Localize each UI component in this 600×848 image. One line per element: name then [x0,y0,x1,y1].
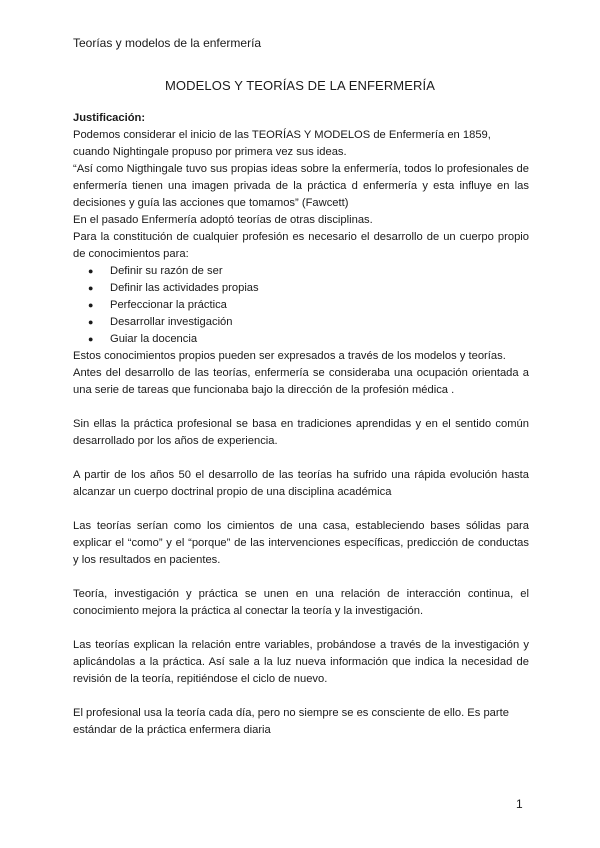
paragraph-constitution: Para la constitución de cualquier profesión es necesario el desarrollo de un cuerpo propio de conocimientos para: [73,231,529,260]
bullet-list [73,263,529,348]
paragraph: El profesional usa la teoría cada día, pero no siempre se es consciente de ello. Es parte estándar de la práctica enfermera diaria [73,707,509,736]
list-item: ● Definir las actividades propias [73,280,529,297]
paragraph-knowledge: Estos conocimientos propios pueden ser expresados a través de los modelos y teorías. [73,350,506,362]
running-header: Teorías y modelos de la enfermería [73,36,262,50]
bullet-icon: ● [88,300,94,310]
bullet-icon: ● [88,317,94,327]
paragraph-before: Antes del desarrollo de las teorías, enfermería se consideraba una ocupación orientada a una serie de tareas que funcionaba bajo la dirección de la profesión médica . [73,367,529,396]
list-item: ● Definir su razón de ser [73,263,529,280]
paragraph: Las teorías serían como los cimientos de una casa, estableciendo bases sólidas para explicar el “como” y el “porque” de las intervenciones específicas, predicción de conductas y los resultados en pacientes. [73,520,529,566]
paragraph: Sin ellas la práctica profesional se basa en tradiciones aprendidas y en el sentido común desarrollado por los años de experiencia. [73,418,529,447]
bullet-icon: ● [88,283,94,293]
paragraph: Teoría, investigación y práctica se unen en una relación de interacción continua, el conocimiento mejora la práctica al conectar la teoría y la investigación. [73,588,529,617]
paragraph-intro: Podemos considerar el inicio de las TEORÍAS Y MODELOS de Enfermería en 1859, cuando Nightingale propuso por primera vez sus ideas. [73,129,491,158]
bullet-icon: ● [88,334,94,344]
list-item: ● Desarrollar investigación [73,314,529,331]
list-item: ● Perfeccionar la práctica [73,297,529,314]
list-item: ● Guiar la docencia [73,331,529,348]
page-number: 1 [516,797,523,811]
paragraph-past: En el pasado Enfermería adoptó teorías de otras disciplinas. [73,214,373,226]
document-body [73,110,529,739]
paragraph-quote: “Así como Nigthingale tuvo sus propias ideas sobre la enfermería, todos lo profesionales de enfermería tienen una imagen privada de la práctica d enfermería y esta influye en las decisiones y guía las acciones que tomamos” (Fawcett) [73,163,529,209]
paragraph: Las teorías explican la relación entre variables, probándose a través de la investigación y aplicándolas a la práctica. Así sale a la luz nueva información que indica la necesidad de revisión de la teoría, repitiéndose el ciclo de nuevo. [73,639,529,685]
page-title: MODELOS Y TEORÍAS DE LA ENFERMERÍA [165,78,435,93]
paragraph: A partir de los años 50 el desarrollo de las teorías ha sufrido una rápida evolución hasta alcanzar un cuerpo doctrinal propio de una disciplina académica [73,469,529,498]
section-heading: Justificación: [73,112,146,124]
bullet-icon: ● [88,266,94,276]
